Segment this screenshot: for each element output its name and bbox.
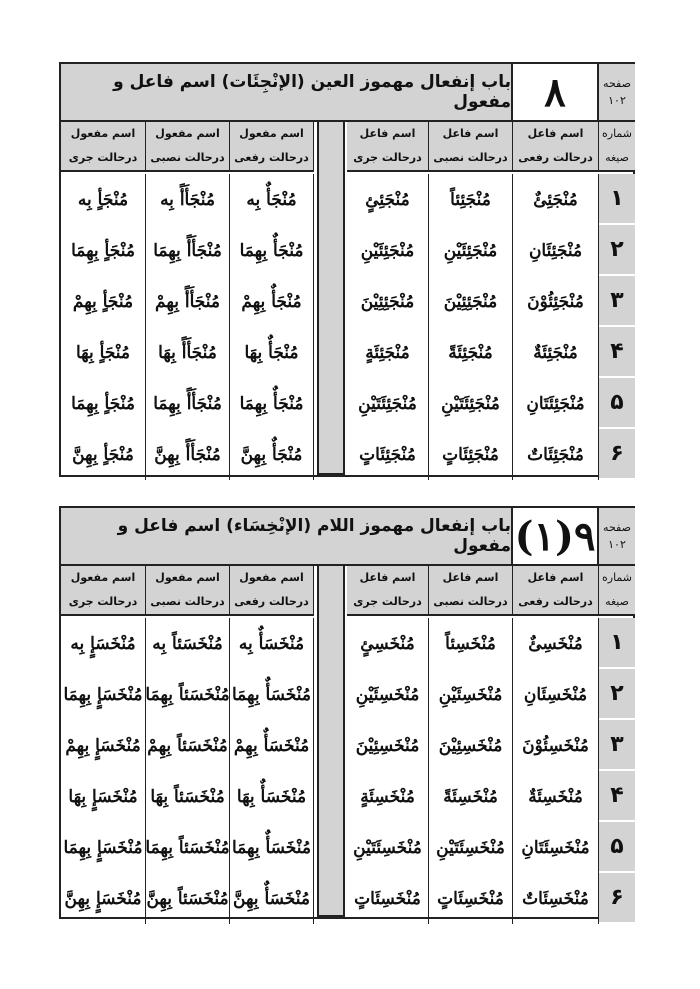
word-cell: مُنْخَسِئُوْنَ bbox=[513, 720, 599, 771]
word-cell: مُنْخَسِئَتَانِ bbox=[513, 822, 599, 873]
header-line-2: صیغه bbox=[605, 595, 629, 608]
word-cell: مُنْخَسِئٌ bbox=[513, 618, 599, 669]
word-cell: مُنْخَسِئَاتٍ bbox=[347, 873, 429, 924]
header-line-1: شماره bbox=[602, 127, 633, 140]
word-cell: مُنْجَأَأً بِهِمْ bbox=[146, 276, 230, 327]
word-cell: مُنْخَسَئاً بِهِمَا bbox=[146, 669, 230, 720]
word-cell: مُنْجَئِئَتَیْنِ bbox=[429, 378, 513, 429]
word-cell: مُنْجَئِئِیْنَ bbox=[429, 276, 513, 327]
word-cell: مُنْخَسَإٍ بِهَا bbox=[61, 771, 146, 822]
word-cell: مُنْخَسِئَاتٌ bbox=[513, 873, 599, 924]
page-number: ۱۰۲ bbox=[608, 538, 626, 551]
header-line-2: درحالت جری bbox=[68, 595, 138, 608]
word-cell: مُنْخَسِئَةً bbox=[429, 771, 513, 822]
word-cell: مُنْخَسِئَیْنِ bbox=[429, 669, 513, 720]
word-cell: مُنْخَسِئَانِ bbox=[513, 669, 599, 720]
column-header bbox=[429, 122, 513, 172]
word-cell: مُنْجَأٍ بِهِنَّ bbox=[61, 429, 146, 480]
word-cell: مُنْخَسِئَتَیْنِ bbox=[347, 822, 429, 873]
row-number: ۶ bbox=[599, 429, 635, 480]
column-header bbox=[61, 566, 146, 616]
row-number: ۵ bbox=[599, 822, 635, 873]
header-line-1: اسم مفعول bbox=[239, 127, 304, 140]
column-divider bbox=[317, 120, 345, 475]
word-cell: مُنْجَئِئِیْنَ bbox=[347, 276, 429, 327]
page-label: صفحه bbox=[603, 77, 631, 90]
column-header bbox=[429, 566, 513, 616]
word-cell: مُنْخَسَأٌ بِهِنَّ bbox=[230, 873, 314, 924]
chapter-number: ۹(۱) bbox=[513, 508, 599, 566]
header-line-1: اسم فاعل bbox=[359, 127, 416, 140]
column-header bbox=[230, 122, 314, 172]
word-cell: مُنْجَئِئَةً bbox=[429, 327, 513, 378]
header-line-2: درحالت نصبی bbox=[150, 151, 225, 164]
word-cell: مُنْجَئِئَتَیْنِ bbox=[347, 378, 429, 429]
word-cell: مُنْخَسِئِیْنَ bbox=[429, 720, 513, 771]
word-cell: مُنْخَسَئاً بِه bbox=[146, 618, 230, 669]
header-line-2: درحالت رفعی bbox=[234, 595, 309, 608]
header-line-2: صیغه bbox=[605, 151, 629, 164]
header-line-1: اسم مفعول bbox=[155, 127, 220, 140]
row-number: ۵ bbox=[599, 378, 635, 429]
word-cell: مُنْجَئِئٍ bbox=[347, 174, 429, 225]
word-cell: مُنْجَئِئَاتٍ bbox=[347, 429, 429, 480]
header-line-2: درحالت رفعی bbox=[518, 151, 593, 164]
word-cell: مُنْخَسِئَتَیْنِ bbox=[429, 822, 513, 873]
word-cell: مُنْجَئِئَةٌ bbox=[513, 327, 599, 378]
word-cell: مُنْخَسِئَاتٍ bbox=[429, 873, 513, 924]
header-line-1: اسم مفعول bbox=[70, 127, 136, 140]
word-cell: مُنْخَسِئٍ bbox=[347, 618, 429, 669]
word-cell: مُنْجَئِئَیْنِ bbox=[429, 225, 513, 276]
word-cell: مُنْجَأٍ بِهِمَا bbox=[61, 378, 146, 429]
header-line-1: اسم فاعل bbox=[442, 127, 499, 140]
word-cell: مُنْخَسَإٍ بِهِنَّ bbox=[61, 873, 146, 924]
chapter-number: ۸ bbox=[513, 64, 599, 122]
page-number: ۱۰۲ bbox=[608, 94, 626, 107]
header-line-1: اسم مفعول bbox=[239, 571, 304, 584]
row-number: ۳ bbox=[599, 720, 635, 771]
word-cell: مُنْخَسَأٌ بِهِمْ bbox=[230, 720, 314, 771]
header-line-1: اسم مفعول bbox=[155, 571, 220, 584]
word-cell: مُنْجَئِئَةٍ bbox=[347, 327, 429, 378]
word-cell: مُنْخَسِئَةٌ bbox=[513, 771, 599, 822]
header-line-1: اسم فاعل bbox=[527, 127, 584, 140]
column-header bbox=[230, 566, 314, 616]
column-header bbox=[146, 566, 230, 616]
word-cell: مُنْخَسَئاً بِهِنَّ bbox=[146, 873, 230, 924]
header-line-1: اسم فاعل bbox=[527, 571, 584, 584]
word-cell: مُنْخَسَإٍ بِهِمَا bbox=[61, 669, 146, 720]
column-header bbox=[347, 122, 429, 172]
conjugation-table-9 bbox=[59, 506, 635, 919]
word-cell: مُنْخَسَأٌ بِهَا bbox=[230, 771, 314, 822]
table-title: باب إنفعال مهموز العين (الإنْجِئَات) اسم فاعل و مفعول bbox=[61, 64, 513, 122]
page-reference bbox=[599, 64, 635, 122]
header-line-2: درحالت نصبی bbox=[433, 595, 508, 608]
word-cell: مُنْجَأَأً بِه bbox=[146, 174, 230, 225]
header-line-1: اسم فاعل bbox=[359, 571, 416, 584]
word-cell: مُنْجَأَأً بِهَا bbox=[146, 327, 230, 378]
row-number: ۴ bbox=[599, 327, 635, 378]
header-line-2: درحالت نصبی bbox=[433, 151, 508, 164]
header-line-2: درحالت جری bbox=[353, 151, 422, 164]
column-divider bbox=[317, 564, 345, 917]
word-cell: مُنْخَسِئاً bbox=[429, 618, 513, 669]
word-cell: مُنْجَئِئَانِ bbox=[513, 225, 599, 276]
word-cell: مُنْجَئِئُوْنَ bbox=[513, 276, 599, 327]
header-line-2: درحالت نصبی bbox=[150, 595, 225, 608]
word-cell: مُنْجَأٌ بِهِمَا bbox=[230, 225, 314, 276]
row-number: ۳ bbox=[599, 276, 635, 327]
page-reference bbox=[599, 508, 635, 566]
word-cell: مُنْجَأٍ بِهَا bbox=[61, 327, 146, 378]
number-column-header bbox=[599, 566, 635, 616]
row-number: ۱ bbox=[599, 618, 635, 669]
word-cell: مُنْجَأٍ بِه bbox=[61, 174, 146, 225]
header-line-1: شماره bbox=[602, 571, 633, 584]
header-line-2: درحالت رفعی bbox=[518, 595, 593, 608]
word-cell: مُنْخَسَإٍ بِهِمَا bbox=[61, 822, 146, 873]
word-cell: مُنْجَأَأً بِهِمَا bbox=[146, 378, 230, 429]
word-cell: مُنْجَأٍ بِهِمْ bbox=[61, 276, 146, 327]
word-cell: مُنْخَسِئِیْنَ bbox=[347, 720, 429, 771]
word-cell: مُنْخَسَأٌ بِهِمَا bbox=[230, 669, 314, 720]
word-cell: مُنْجَأٌ بِهِمَا bbox=[230, 378, 314, 429]
word-cell: مُنْخَسَإٍ بِهِمْ bbox=[61, 720, 146, 771]
table-title: باب إنفعال مهموز اللام (الإنْخِسَاء) اسم فاعل و مفعول bbox=[61, 508, 513, 566]
word-cell: مُنْخَسِئَیْنِ bbox=[347, 669, 429, 720]
word-cell: مُنْجَأٍ بِهِمَا bbox=[61, 225, 146, 276]
word-cell: مُنْخَسِئَةٍ bbox=[347, 771, 429, 822]
word-cell: مُنْجَأٌ بِهِمْ bbox=[230, 276, 314, 327]
column-header bbox=[61, 122, 146, 172]
word-cell: مُنْجَأٌ بِهَا bbox=[230, 327, 314, 378]
word-cell: مُنْجَأٌ بِه bbox=[230, 174, 314, 225]
row-number: ۱ bbox=[599, 174, 635, 225]
header-line-1: اسم فاعل bbox=[442, 571, 499, 584]
column-header bbox=[146, 122, 230, 172]
header-line-1: اسم مفعول bbox=[70, 571, 136, 584]
row-number: ۲ bbox=[599, 669, 635, 720]
column-header bbox=[513, 122, 599, 172]
row-number: ۲ bbox=[599, 225, 635, 276]
word-cell: مُنْجَئِئَاتٌ bbox=[513, 429, 599, 480]
row-number: ۶ bbox=[599, 873, 635, 924]
word-cell: مُنْخَسَأٌ بِهِمَا bbox=[230, 822, 314, 873]
page-label: صفحه bbox=[603, 521, 631, 534]
word-cell: مُنْخَسَئاً بِهِمَا bbox=[146, 822, 230, 873]
word-cell: مُنْجَئِئَاتٍ bbox=[429, 429, 513, 480]
word-cell: مُنْجَئِئٌ bbox=[513, 174, 599, 225]
header-line-2: درحالت رفعی bbox=[234, 151, 309, 164]
word-cell: مُنْجَئِئَیْنِ bbox=[347, 225, 429, 276]
word-cell: مُنْخَسَأٌ بِه bbox=[230, 618, 314, 669]
column-header bbox=[347, 566, 429, 616]
conjugation-table-8 bbox=[59, 62, 635, 477]
word-cell: مُنْجَأَأً بِهِمَا bbox=[146, 225, 230, 276]
header-line-2: درحالت جری bbox=[353, 595, 422, 608]
number-column-header bbox=[599, 122, 635, 172]
row-number: ۴ bbox=[599, 771, 635, 822]
column-header bbox=[513, 566, 599, 616]
header-line-2: درحالت جری bbox=[68, 151, 138, 164]
word-cell: مُنْجَئِئَتَانِ bbox=[513, 378, 599, 429]
word-cell: مُنْخَسَإٍ بِه bbox=[61, 618, 146, 669]
word-cell: مُنْخَسَئاً بِهَا bbox=[146, 771, 230, 822]
word-cell: مُنْجَأٌ بِهِنَّ bbox=[230, 429, 314, 480]
word-cell: مُنْجَئِئاً bbox=[429, 174, 513, 225]
word-cell: مُنْجَأَأً بِهِنَّ bbox=[146, 429, 230, 480]
word-cell: مُنْخَسَئاً بِهِمْ bbox=[146, 720, 230, 771]
